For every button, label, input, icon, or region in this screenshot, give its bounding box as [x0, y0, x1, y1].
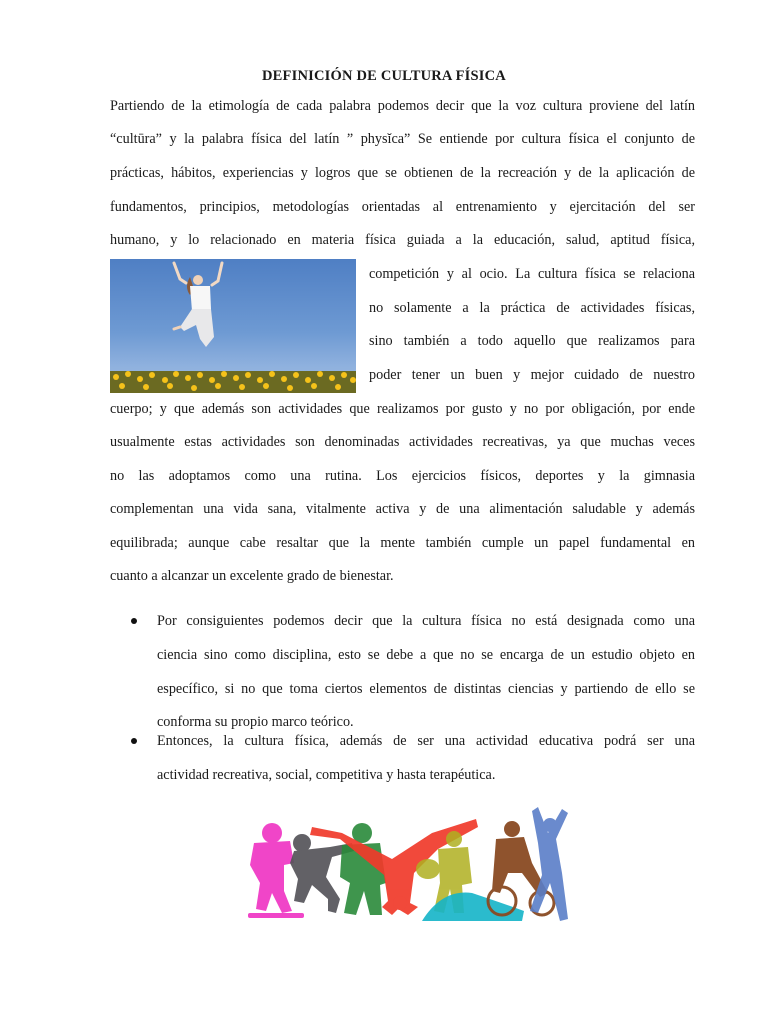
jumping-woman-photo — [110, 259, 356, 393]
paragraph-line: usualmente estas actividades son denominadas actividades recreativas, ya que muchas veces — [110, 434, 695, 450]
bullet-icon — [131, 738, 137, 744]
paragraph-line: humano, y lo relacionado en materia física guiada a la educación, salud, aptitud física, — [110, 232, 695, 248]
bullet-line: Por consiguientes podemos decir que la cultura física no está designada como una — [157, 613, 695, 629]
bullet-icon — [131, 618, 137, 624]
paragraph-line: prácticas, hábitos, experiencias y logros que se obtienen de la recreación y de la aplicación de — [110, 165, 695, 181]
bullet-line: actividad recreativa, social, competitiva y hasta terapéutica. — [157, 767, 496, 783]
bullet-line: específico, si no que toma ciertos elementos de distintas ciencias y partiendo de ello se — [157, 681, 695, 697]
paragraph-line: equilibrada; aunque cabe resaltar que la mente también cumple un papel fundamental en — [110, 535, 695, 551]
photo-illustration — [110, 259, 356, 393]
bullet-line: Entonces, la cultura física, además de ser una actividad educativa podrá ser una — [157, 733, 695, 749]
paragraph-line: no solamente a la práctica de actividades físicas, — [369, 300, 695, 316]
paragraph-line: no las adoptamos como una rutina. Los ejercicios físicos, deportes y la gimnasia — [110, 468, 695, 484]
sports-silhouettes-illustration — [232, 803, 572, 928]
paragraph-line: poder tener un buen y mejor cuidado de nuestro — [369, 367, 695, 383]
paragraph-line: Partiendo de la etimología de cada palabra podemos decir que la voz cultura proviene del latín — [110, 98, 695, 114]
paragraph-line: competición y al ocio. La cultura física se relaciona — [369, 266, 695, 282]
paragraph-line: complementan una vida sana, vitalmente activa y de una alimentación saludable y además — [110, 501, 695, 517]
bullet-line: conforma su propio marco teórico. — [157, 714, 354, 730]
page-title: DEFINICIÓN DE CULTURA FÍSICA — [262, 68, 506, 84]
paragraph-line: fundamentos, principios, metodologías orientadas al entrenamiento y ejercitación del ser — [110, 199, 695, 215]
paragraph-line: sino también a todo aquello que realizamos para — [369, 333, 695, 349]
paragraph-line: cuanto a alcanzar un excelente grado de bienestar. — [110, 568, 394, 584]
sports-silhouettes-icon — [232, 803, 572, 928]
paragraph-line: cuerpo; y que además son actividades que realizamos por gusto y no por obligación, por ende — [110, 401, 695, 417]
bullet-line: ciencia sino como disciplina, esto se debe a que no se encarga de un estudio objeto en — [157, 647, 695, 663]
paragraph-line: “cultūra” y la palabra física del latín ” physĭca” Se entiende por cultura física el conjunto de — [110, 131, 695, 147]
